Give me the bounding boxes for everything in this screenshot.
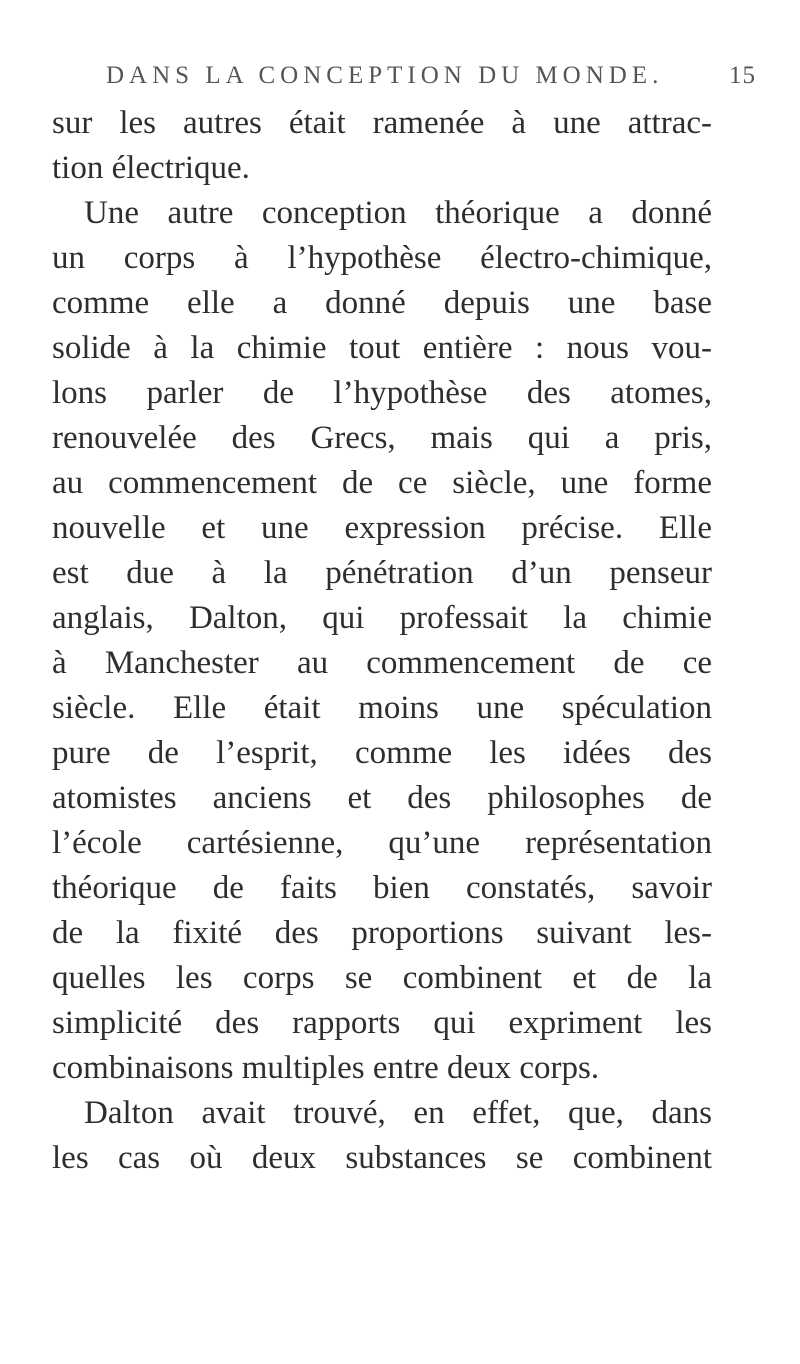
- text-line: de la fixité des proportions suivant les-: [52, 915, 712, 951]
- text-line: est due à la pénétration d’un penseur: [52, 555, 712, 591]
- text-line: pure de l’esprit, comme les idées des: [52, 735, 712, 771]
- text-line: à Manchester au commencement de ce: [52, 645, 712, 681]
- text-line: les cas où deux substances se combinent: [52, 1140, 712, 1176]
- text-line: combinaisons multiples entre deux corps.: [52, 1050, 600, 1086]
- text-line: anglais, Dalton, qui professait la chimie: [52, 600, 712, 636]
- text-line: quelles les corps se combinent et de la: [52, 960, 712, 996]
- text-line: renouvelée des Grecs, mais qui a pris,: [52, 420, 712, 456]
- text-line: siècle. Elle était moins une spéculation: [52, 690, 712, 726]
- text-line: Une autre conception théorique a donné: [84, 195, 712, 231]
- text-line: Dalton avait trouvé, en effet, que, dans: [84, 1095, 712, 1131]
- text-line: simplicité des rapports qui expriment les: [52, 1005, 712, 1041]
- text-line: sur les autres était ramenée à une attrac-: [52, 105, 712, 141]
- running-head: [106, 62, 756, 98]
- running-title: DANS LA CONCEPTION DU MONDE.: [106, 62, 664, 89]
- text-line: tion électrique.: [52, 150, 250, 186]
- text-line: atomistes anciens et des philosophes de: [52, 780, 712, 816]
- text-line: lons parler de l’hypothèse des atomes,: [52, 375, 712, 411]
- text-line: théorique de faits bien constatés, savoir: [52, 870, 712, 906]
- text-line: au commencement de ce siècle, une forme: [52, 465, 712, 501]
- text-line: nouvelle et une expression précise. Elle: [52, 510, 712, 546]
- page-number: 15: [729, 62, 756, 89]
- text-line: comme elle a donné depuis une base: [52, 285, 712, 321]
- text-line: un corps à l’hypothèse électro-chimique,: [52, 240, 712, 276]
- text-line: solide à la chimie tout entière : nous vou-: [52, 330, 712, 366]
- body-text: [52, 101, 712, 1181]
- text-line: l’école cartésienne, qu’une représentation: [52, 825, 712, 861]
